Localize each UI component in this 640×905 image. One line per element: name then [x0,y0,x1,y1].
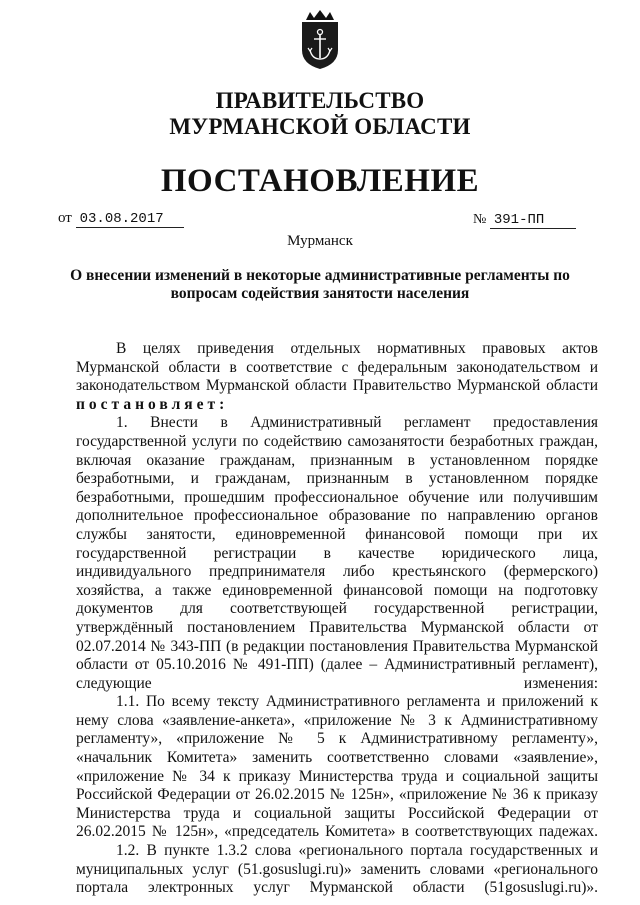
intro-paragraph: В целях приведения отдельных нормативных правовых актов Мурманской области в соответствие с федеральным законодательством и законодательством Мурманской области Правительство Мурманской области [76,340,598,395]
decree-word: постановляет: [76,395,229,413]
item-1-2-paragraph: 1.2. В пункте 1.3.2 слова «регионального портала государственных и муниципальных услуг (51.gosuslugi.ru)» заменить словами «регионального портала электронных услуг Мурманской области (51gosuslugi.ru)». [76,842,598,897]
item-1-1-paragraph: 1.1. По всему тексту Административного регламента и приложений к нему слова «заявление-анкета», «приложение № 3 к Административному регламенту», «приложение № 5 к Административному регламенту», «начальник Комитета» заменить соответственно словами «заявление», «приложение № 34 к приказу Министерства труда и социальной защиты Российской Федерации от 26.02.2015 № 125н», «приложение № 36 к приказу Министерства труда и социальной защиты Российской Федерации от 26.02.2015 № 125н», «председатель Комитета» в соответствующих падежах. [76,693,598,841]
document-date: 03.08.2017 [76,212,184,228]
government-name-line1: ПРАВИТЕЛЬСТВО [215,88,425,113]
date-prefix: от [58,210,72,226]
document-body [76,340,598,898]
document-number: 391-ПП [490,213,576,229]
item-1-paragraph: 1. Внести в Административный регламент предоставления государственной услуги по содействию самозанятости безработных граждан, включая оказание гражданам, признанным в установленном порядке безработными, и гражданам, признанным в установленном порядке безработными, прошедшим профессиональное обучение или получившим дополнительное профессиональное образование по направлению органов службы занятости, единовременной финансовой помощи при их государственной регистрации в качестве юридического лица, индивидуального предпринимателя либо крестьянского (фермерского) хозяйства, а также единовременной финансовой помощи на подготовку документов для соответствующей государственной регистрации, утверждённый постановлением Правительства Мурманской области от 02.07.2014 № 343-ПП (в редакции постановления Правительства Мурманской области от 05.10.2016 № 491-ПП) (далее – Административный регламент), следующие изменения: [76,414,598,692]
government-name [0,88,640,140]
number-prefix: № [473,212,487,227]
document-type-title: ПОСТАНОВЛЕНИЕ [160,163,480,199]
subject-line1: О внесении изменений в некоторые административные регламенты по [70,267,570,284]
coat-of-arms-emblem [298,10,342,70]
document-date-line [58,210,184,228]
government-name-line2: МУРМАНСКОЙ ОБЛАСТИ [169,114,471,139]
document-number-line [473,212,576,229]
document-city: Мурманск [287,233,353,249]
document-subject [0,267,640,303]
subject-line2: вопросам содействия занятости населения [170,285,470,302]
